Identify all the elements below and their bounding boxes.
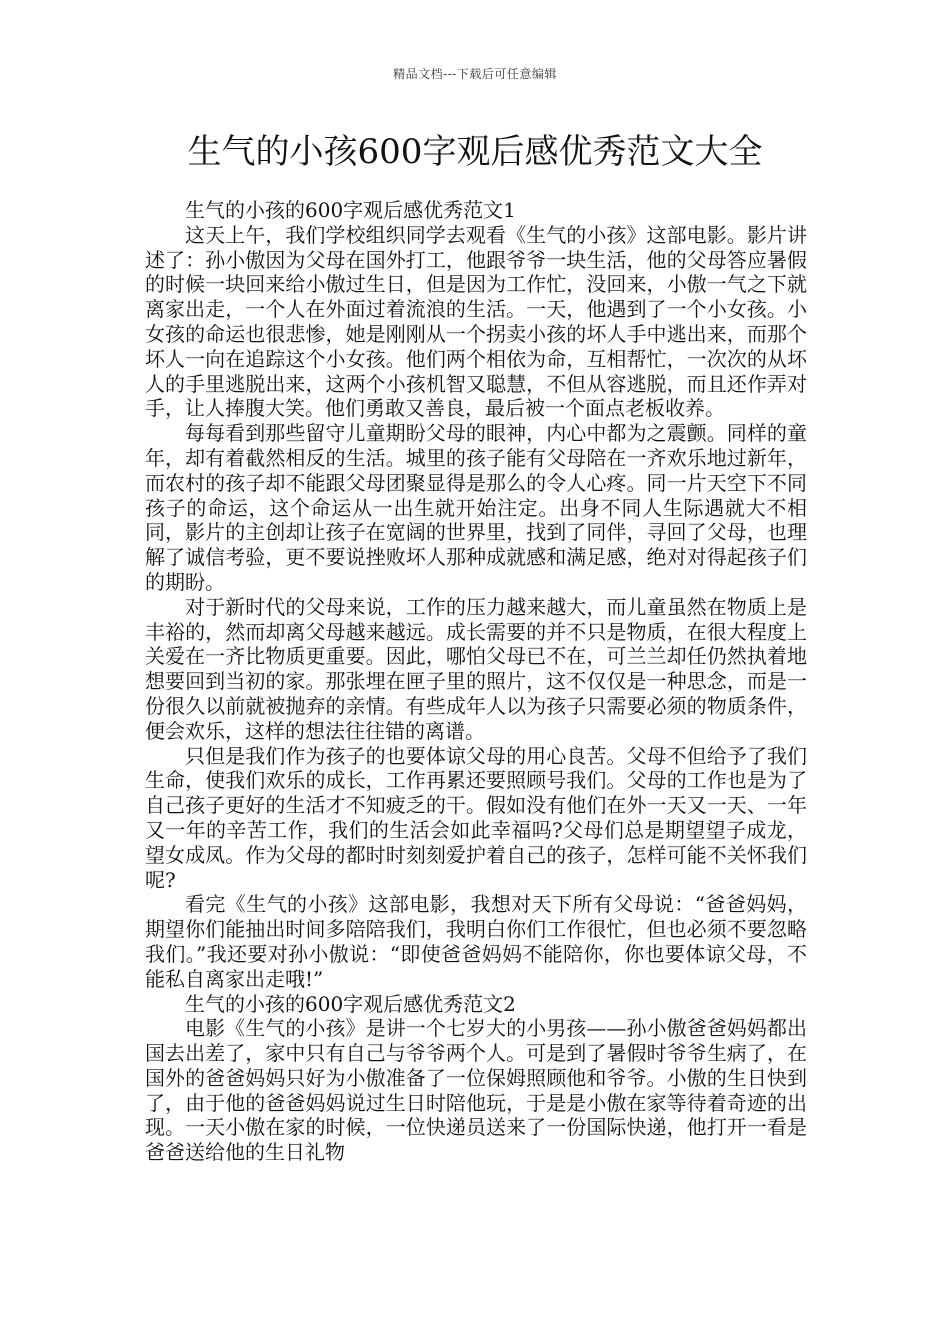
- paragraph: 只但是我们作为孩子的也要体谅父母的用心良苦。父母不但给予了我们生命，使我们欢乐的成长，工作再累还要照顾号我们。父母的工作也是为了自己孩子更好的生活才不知疲乏的干。假如没有他们在外一天又一天、一年又一年的辛苦工作，我们的生活会如此幸福吗?父母们总是期望望子成龙，望女成凤。作为父母的都时时刻刻爱护着自己的孩子，怎样可能不关怀我们呢?: [145, 743, 807, 892]
- paragraph: 对于新时代的父母来说，工作的压力越来越大，而儿童虽然在物质上是丰裕的，然而却离父母越来越远。成长需要的并不只是物质，在很大程度上关爱在一齐比物质更重要。因此，哪怕父母已不在，可兰兰却任仍然执着地想要回到当初的家。那张埋在匣子里的照片，这不仅仅是一种思念，而是一份很久以前就被抛弃的亲情。有些成年人以为孩子只需要必须的物质条件，便会欢乐，这样的想法往往错的离谱。: [145, 594, 807, 743]
- section-heading: 生气的小孩的600字观后感优秀范文2: [185, 991, 516, 1016]
- paragraph: 这天上午，我们学校组织同学去观看《生气的小孩》这部电影。影片讲述了：孙小傲因为父母在国外打工，他跟爷爷一块生活，他的父母答应暑假的时候一块回来给小傲过生日，但是因为工作忙，没回来，小傲一气之下就离家出走，一个人在外面过着流浪的生活。一天，他遇到了一个小女孩。小女孩的命运也很悲惨，她是刚刚从一个拐卖小孩的坏人手中逃出来，而那个坏人一向在追踪这个小女孩。他们两个相依为命，互相帮忙，一次次的从坏人的手里逃脱出来，这两个小孩机智又聪慧，不但从容逃脱，而且还作弄对手，让人捧腹大笑。他们勇敢又善良，最后被一个面点老板收养。: [145, 222, 807, 421]
- page-header: 精品文档---下载后可任意编辑: [393, 67, 557, 81]
- paragraph: 每每看到那些留守儿童期盼父母的眼神，内心中都为之震颤。同样的童年，却有着截然相反的生活。城里的孩子能有父母陪在一齐欢乐地过新年，而农村的孩子却不能跟父母团聚显得是那么的令人心疼。同一片天空下不同孩子的命运，这个命运从一出生就开始注定。出身不同人生际遇就大不相同，影片的主创却让孩子在宽阔的世界里，找到了同伴，寻回了父母，也理解了诚信考验，更不要说挫败坏人那种成就感和满足感，绝对对得起孩子们的期盼。: [145, 421, 807, 594]
- section-heading: 生气的小孩的600字观后感优秀范文1: [185, 198, 516, 222]
- document-body: [145, 198, 807, 1165]
- document-title: 生气的小孩600字观后感优秀范文大全: [187, 132, 763, 172]
- paragraph: 看完《生气的小孩》这部电影，我想对天下所有父母说：“爸爸妈妈，期望你们能抽出时间多陪陪我们，我明白你们工作很忙，但也必须不要忽略我们。”我还要对孙小傲说：“即使爸爸妈妈不能陪你，你也要体谅父母，不能私自离家出走哦!”: [145, 892, 807, 991]
- paragraph: 电影《生气的小孩》是讲一个七岁大的小男孩——孙小傲爸爸妈妈都出国去出差了，家中只有自己与爷爷两个人。可是到了暑假时爷爷生病了，在国外的爸爸妈妈只好为小傲准备了一位保姆照顾他和爷爷。小傲的生日快到了，由于他的爸爸妈妈说过生日时陪他玩，于是是小傲在家等待着奇迹的出现。一天小傲在家的时候，一位快递员送来了一份国际快递，他打开一看是爸爸送给他的生日礼物: [145, 1016, 807, 1165]
